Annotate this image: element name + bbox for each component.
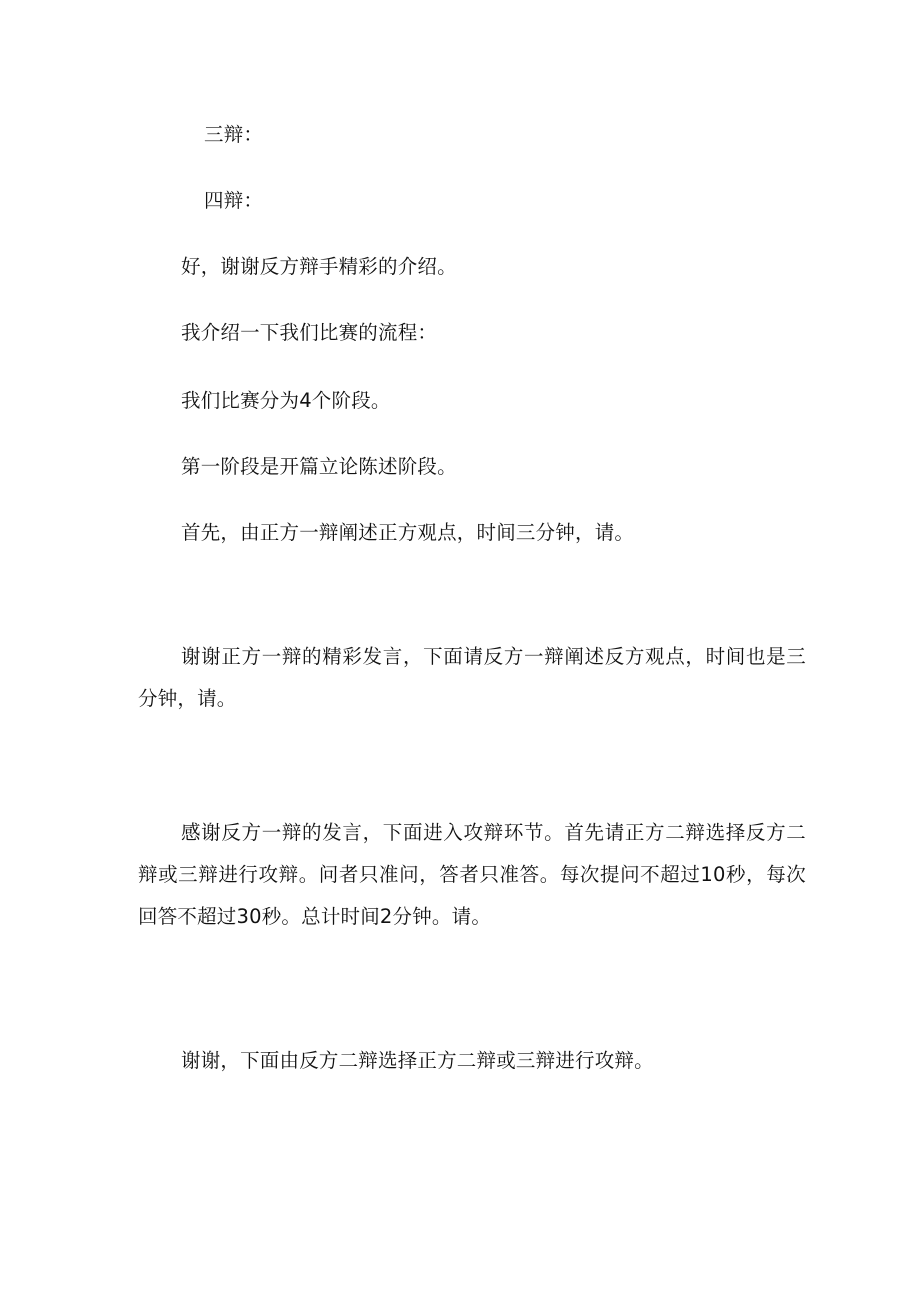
- text-line: 好，谢谢反方辩手精彩的介绍。: [181, 255, 457, 278]
- text-line: 首先，由正方一辩阐述正方观点，时间三分钟，请。: [181, 521, 635, 544]
- speaker-label-third: 三辩：: [204, 123, 264, 146]
- text-line: 我介绍一下我们比赛的流程：: [181, 321, 438, 344]
- closing-line: 谢谢，下面由反方二辩选择正方二辩或三辩进行攻辩。: [181, 1049, 654, 1072]
- paragraph: 谢谢正方一辩的精彩发言，下面请反方一辩阐述反方观点，时间也是三分钟，请。: [138, 645, 806, 710]
- text-line: 第一阶段是开篇立论陈述阶段。: [181, 455, 457, 478]
- speaker-label-fourth: 四辩：: [204, 189, 264, 212]
- text-line: 我们比赛分为4个阶段。: [181, 389, 391, 412]
- paragraph: 感谢反方一辩的发言，下面进入攻辩环节。首先请正方二辩选择反方二辩或三辩进行攻辩。问者只准问，答者只准答。每次提问不超过10秒，每次回答不超过30秒。总计时间2分钟。请。: [138, 821, 806, 928]
